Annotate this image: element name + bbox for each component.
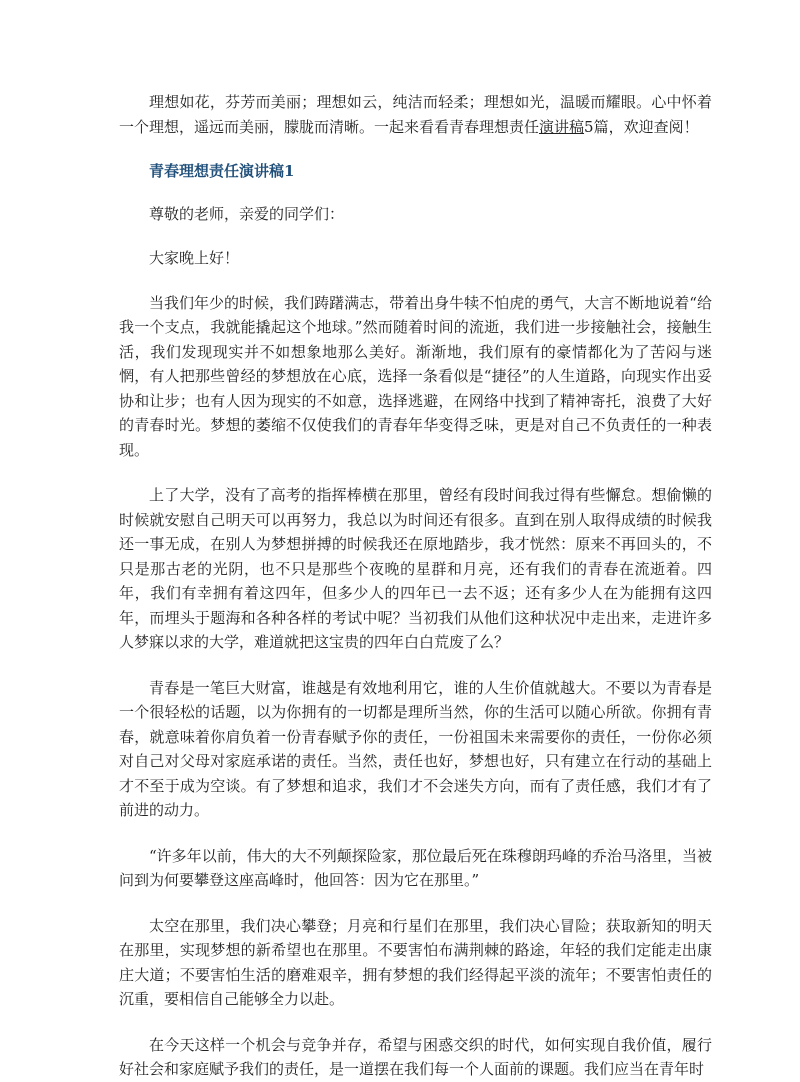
intro-text-after-link: 5篇，欢迎查阅！ [584, 117, 699, 136]
intro-text-before-link: 理想如花，芬芳而美丽；理想如云，纯洁而轻柔；理想如光，温暖而耀眼。心中怀着一个理想，遥远而美丽，朦胧而清晰。一起来看看青春理想责任 [119, 93, 712, 136]
body-paragraph-4: 太空在那里，我们决心攀登；月亮和行星们在那里，我们决心冒险；获取新知的明天在那里，实现梦想的新希望也在那里。不要害怕布满荆棘的路途，年轻的我们定能走出康庄大道；不要害怕生活的磨难艰辛，拥有梦想的我们经得起平淡的流年；不要害怕责任的沉重，要相信自己能够全力以赴。 [119, 916, 712, 1008]
salutation: 尊敬的老师，亲爱的同学们： [149, 204, 345, 223]
quote-paragraph: “许多年以前，伟大的大不列颠探险家，那位最后死在珠穆朗玛峰的乔治马洛里，当被问到为何要攀登这座高峰时，他回答：因为它在那里。” [119, 846, 712, 889]
greeting: 大家晚上好！ [149, 249, 240, 267]
body-paragraph-3: 青春是一笔巨大财富，谁越是有效地利用它，谁的人生价值就越大。不要以为青春是一个很轻松的话题，以为你拥有的一切都是理所当然，你的生活可以随心所欲。你拥有青春，就意味着你肩负着一份青春赋予你的责任，一份祖国未来需要你的责任，一份你必须对自己对父母对家庭承诺的责任。当然，责任也好，梦想也好，只有建立在行动的基础上才不至于成为空谈。有了梦想和追求，我们才不会迷失方向，而有了责任感，我们才有了前进的动力。 [119, 678, 712, 819]
intro-paragraph [119, 90, 712, 139]
speech-link[interactable]: 演讲稿 [539, 117, 585, 136]
section-title: 青春理想责任演讲稿1 [149, 162, 295, 180]
body-paragraph-1: 当我们年少的时候，我们踌躇满志，带着出身牛犊不怕虎的勇气，大言不断地说着“给我一个支点，我就能撬起这个地球。”然而随着时间的流逝，我们进一步接触社会，接触生活，我们发现现实并不如想象地那么美好。渐渐地，我们原有的豪情都化为了苦闷与迷惘，有人把那些曾经的梦想放在心底，选择一条看似是“捷径”的人生道路，向现实作出妥协和让步；也有人因为现实的不如意，选择逃避，在网络中找到了精神寄托，浪费了大好的青春时光。梦想的萎缩不仅使我们的青春年华变得乏味，更是对自己不负责任的一种表现。 [119, 293, 712, 459]
body-paragraph-5: 在今天这样一个机会与竞争并存，希望与困惑交织的时代，如何实现自我价值，履行好社会和家庭赋予我们的责任，是一道摆在我们每一个人面前的课题。我们应当在青年时 [119, 1035, 712, 1078]
body-paragraph-2: 上了大学，没有了高考的指挥棒横在那里，曾经有段时间我过得有些懈怠。想偷懒的时候就安慰自己明天可以再努力，我总以为时间还有很多。直到在别人取得成绩的时候我还一事无成，在别人为梦想拼搏的时候我还在原地踏步，我才恍然：原来不再回头的，不只是那古老的光阴，也不只是那些个夜晚的星群和月亮，还有我们的青春在流逝着。四年，我们有幸拥有着这四年，但多少人的四年已一去不返；还有多少人在为能拥有这四年，而埋头于题海和各种各样的考试中呢？当初我们从他们这种状况中走出来，走进许多人梦寐以求的大学，难道就把这宝贵的四年白白荒废了么？ [119, 486, 712, 651]
